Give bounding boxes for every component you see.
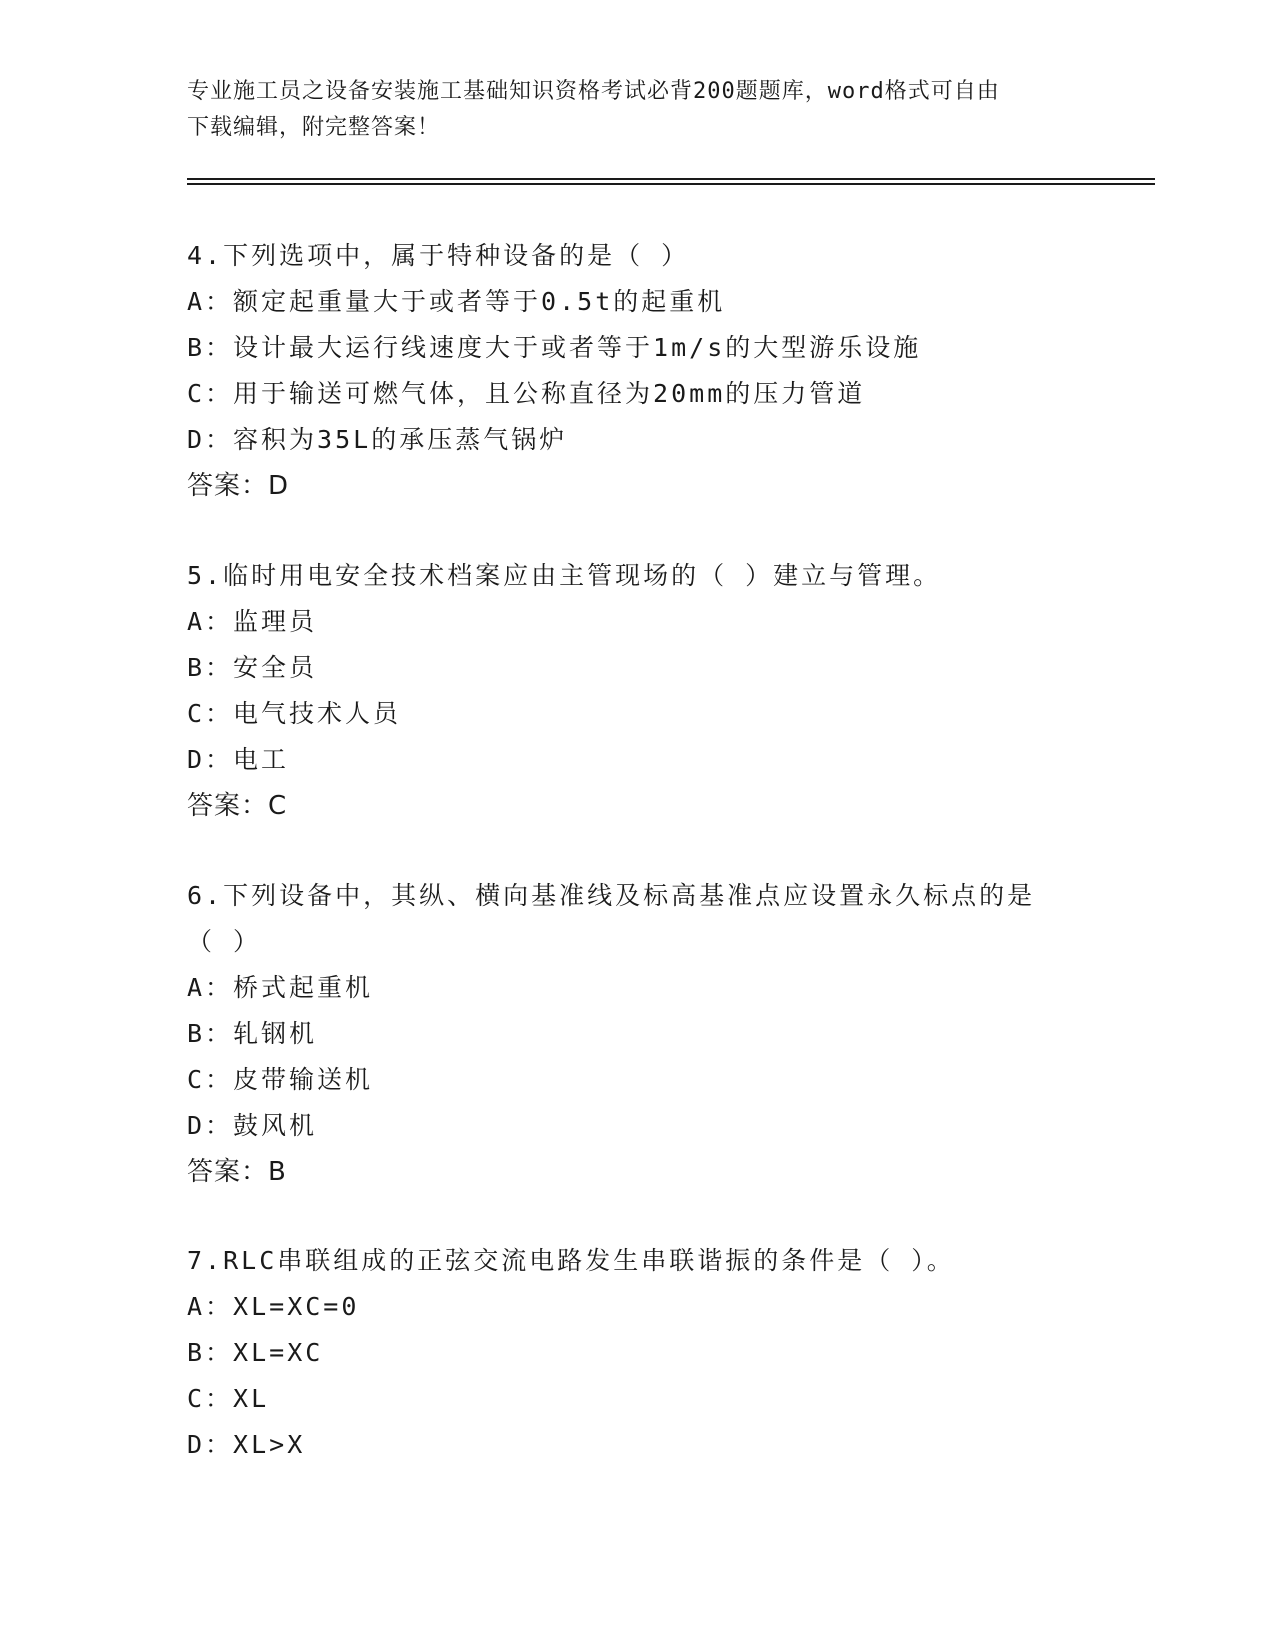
header-line-1: 专业施工员之设备安装施工基础知识资格考试必背200题题库，word格式可自由 [187,79,1000,104]
option-c: C：用于输送可燃气体，且公称直径为20mm的压力管道 [187,379,866,408]
option-a: A：额定起重量大于或者等于0.5t的起重机 [187,287,726,316]
option-a: A：XL=XC=0 [187,1292,360,1321]
option-d: D：XL>X [187,1430,306,1459]
question-stem: 6.下列设备中，其纵、横向基准线及标高基准点应设置永久标点的是 [187,881,1036,910]
answer: 答案：B [187,1157,287,1187]
question-stem: 5.临时用电安全技术档案应由主管现场的（ ）建立与管理。 [187,561,942,590]
option-c: C：皮带输送机 [187,1065,374,1094]
option-c: C：XL [187,1384,270,1413]
option-a: A：监理员 [187,607,318,636]
option-d: D：电工 [187,745,290,774]
question-stem: 4.下列选项中，属于特种设备的是（ ） [187,241,690,270]
option-d: D：鼓风机 [187,1111,318,1140]
question-7 [187,1238,1087,1468]
question-stem: 7.RLC串联组成的正弦交流电路发生串联谐振的条件是（ ）。 [187,1246,955,1275]
header-line-2: 下载编辑，附完整答案！ [187,115,441,140]
question-4 [187,233,1087,509]
option-a: A：桥式起重机 [187,973,374,1002]
question-stem-continued: （ ） [187,927,262,956]
option-b: B：安全员 [187,653,318,682]
option-d: D：容积为35L的承压蒸气锅炉 [187,425,568,454]
option-c: C：电气技术人员 [187,699,402,728]
answer: 答案：D [187,471,290,501]
option-b: B：轧钢机 [187,1019,318,1048]
question-5 [187,553,1087,829]
header-divider-bottom [187,183,1155,185]
document-header [187,74,1087,146]
header-divider-top [187,178,1155,180]
answer: 答案：C [187,791,288,821]
option-b: B：XL=XC [187,1338,324,1367]
option-b: B：设计最大运行线速度大于或者等于1m/s的大型游乐设施 [187,333,922,362]
question-6 [187,873,1087,1195]
